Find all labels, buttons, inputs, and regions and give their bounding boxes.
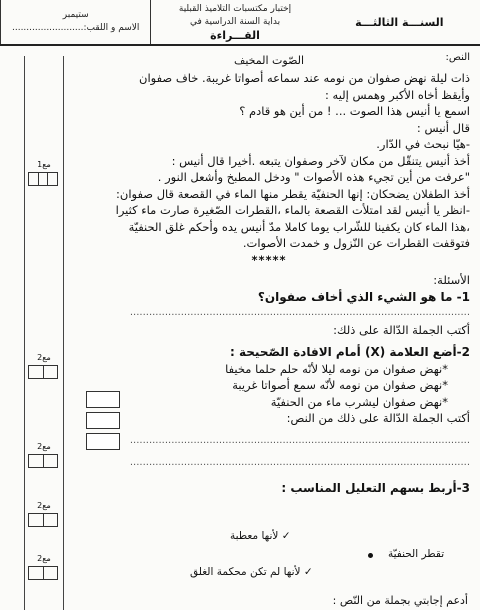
question-2-option-3: *نهض صفوان ليشرب ماء من الحنفيّة — [270, 394, 448, 409]
grade-grid-3 — [28, 454, 58, 468]
student-name-field[interactable]: الاسم و اللقب:......................... — [11, 23, 140, 33]
question-4-instruction: أدعم إجابتي بجملة من النّص : — [332, 594, 468, 607]
match-dot[interactable] — [368, 553, 373, 558]
answer-checkbox-3[interactable] — [86, 433, 120, 450]
answer-line-1[interactable]: ........................................................................................................... — [129, 307, 470, 318]
answer-line-3[interactable]: ........................................................................................................... — [129, 457, 470, 468]
separator-stars: ***** — [251, 252, 287, 267]
answer-checkbox-2[interactable] — [86, 412, 120, 429]
answer-checkbox-1[interactable] — [86, 391, 120, 408]
question-2-instruction: أكتب الجملة الدّالة على ذلك من النص: — [286, 411, 470, 425]
question-2-option-1: *نهض صفوان من نومه ليلا لأنّه حلم حلما مخيفا — [225, 361, 448, 376]
header-grade-level: السنـــة الثالثـــة — [355, 15, 444, 29]
question-1-instruction: أكتب الجملة الدّالة على ذلك: — [333, 322, 470, 337]
grade-label-5: مع2 — [37, 554, 51, 563]
exam-header — [0, 0, 480, 46]
text-line: أخذ الطفلان يضحكان: إنها الحنفيّة يقطر منها الماء في القصعة قال صفوان: — [116, 186, 470, 201]
text-title: الصّوت المخيف — [233, 53, 305, 67]
exam-content — [68, 50, 470, 496]
text-line: ذات ليلة نهض صفوان من نومه عند سماعه أصواتا غريبة. خاف صفوان — [139, 71, 470, 85]
question-3: 3-أربط بسهم التعليل المناسب : — [281, 480, 470, 495]
text-line: -انظر يا أنيس لقد امتلأت القصعة بالماء ،القطرات الصّغيرة صارت ماء كثيرا — [115, 203, 470, 217]
grade-label-3: مع2 — [37, 442, 51, 451]
grade-grid-1 — [28, 172, 58, 186]
text-line: فتوقفت القطرات عن النّزول و خمدت الأصوات. — [242, 236, 470, 250]
header-title-cell — [150, 0, 318, 44]
answer-line-2[interactable]: ........................................................................................................... — [129, 434, 470, 446]
match-option-2[interactable]: ✓ لأنها لم تكن محكمة الغلق — [190, 566, 313, 578]
match-target[interactable]: تقطر الحنفيّة — [388, 548, 445, 560]
grade-grid-5 — [28, 566, 58, 580]
header-student-cell — [0, 0, 150, 44]
questions-label: الأسئلة: — [433, 273, 470, 287]
grade-label-2: مع2 — [37, 353, 51, 362]
header-title-line1: إختبار مكتسبات التلاميذ القبلية — [178, 3, 292, 14]
match-option-1[interactable]: ✓ لأنها معطبة — [230, 530, 291, 542]
text-line: قال أنيس : — [416, 120, 470, 135]
grade-grid-2 — [28, 365, 58, 379]
header-grade-cell — [319, 0, 480, 44]
question-2-option-2: *نهض صفوان من نومه لأنّه سمع أصواتا غريبة — [232, 378, 448, 392]
text-line: "عرفت من أين تجيء هذه الأصوات " ودخل المطبخ وأشعل النور . — [157, 170, 470, 184]
text-label: النص: — [445, 52, 470, 63]
header-title-line2: بداية السنة الدراسية في — [189, 16, 281, 27]
text-line: وأيقظ أخاه الأكبر وهمس إليه : — [325, 87, 470, 102]
question-2: 2-أضع العلامة (X) أمام الافادة الصّحيحة : — [230, 345, 470, 359]
header-month: ستيمبر — [62, 10, 89, 20]
question-1: 1- ما هو الشيء الذي أخاف صفوان؟ — [257, 289, 470, 304]
grade-grid-4 — [28, 513, 58, 527]
grade-label-1: مع1 — [37, 160, 51, 169]
header-subject: القـــراءة — [210, 28, 260, 42]
grade-label-4: مع2 — [37, 501, 51, 510]
text-line: -هيّا نبحث في الدّار. — [376, 137, 470, 151]
text-line: ،هذا الماء كان يكفينا للشّراب يوما كاملا مدّ أنيس يده وأحكم غلق الحنفيّة — [128, 219, 470, 234]
text-line: أخذ أنيس يتنقّل من مكان لآخر وصفوان يتبعه .أخيرا قال أنيس : — [171, 153, 470, 168]
text-line: اسمع يا أنيس هذا الصوت ... ! من أين هو قادم ؟ — [239, 104, 470, 118]
